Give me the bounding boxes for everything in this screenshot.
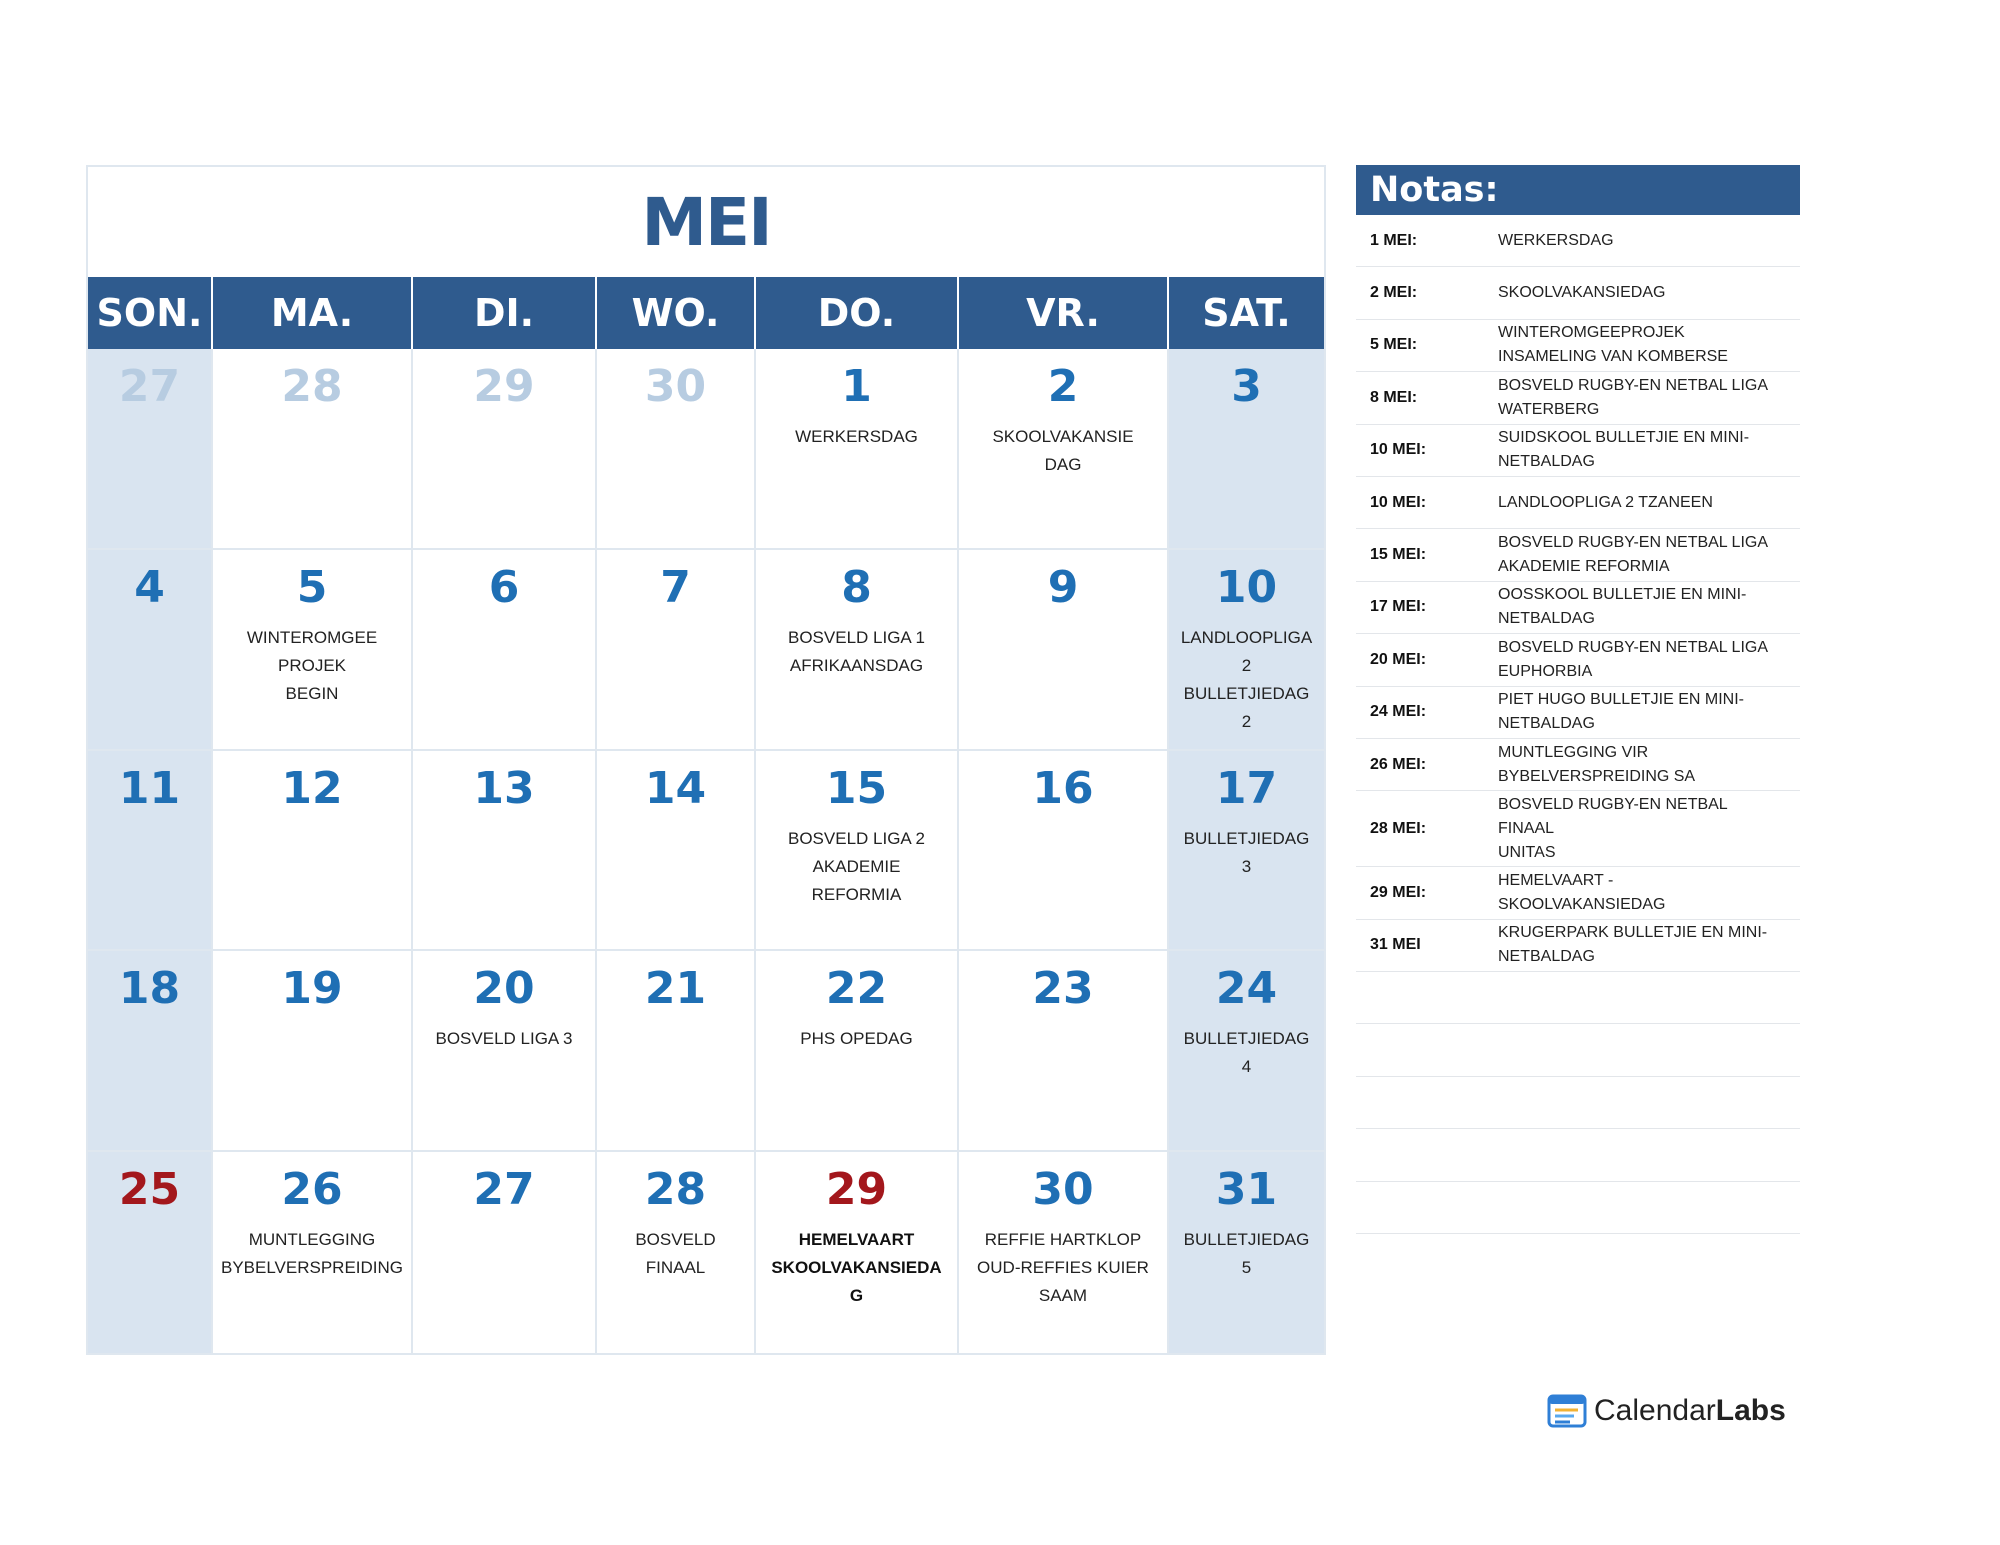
weekday-sunday: SON. — [88, 277, 213, 349]
day-cell[interactable] — [213, 951, 413, 1152]
calendarlabs-logo[interactable] — [1546, 1390, 1786, 1432]
note-date: 31 MEI — [1370, 936, 1421, 954]
note-row — [1356, 425, 1800, 477]
note-date: 2 MEI: — [1370, 284, 1418, 302]
note-date: 28 MEI: — [1370, 819, 1427, 837]
note-row — [1356, 529, 1800, 581]
day-number: 12 — [281, 762, 343, 814]
day-cell[interactable] — [413, 751, 597, 952]
day-number: 26 — [281, 1164, 343, 1216]
day-cell[interactable] — [756, 550, 959, 751]
day-event: WINTEROMGEE PROJEK BEGIN — [246, 627, 378, 703]
day-cell[interactable] — [413, 951, 597, 1152]
note-text: MUNTLEGGING VIR BYBELVERSPREIDING SA — [1498, 743, 1696, 785]
note-row-empty — [1356, 1129, 1800, 1181]
day-cell[interactable] — [756, 349, 959, 550]
day-cell[interactable] — [413, 1152, 597, 1353]
day-cell[interactable] — [959, 349, 1169, 550]
notes-panel — [1356, 165, 1800, 1234]
day-cell[interactable] — [1169, 349, 1324, 550]
note-row — [1356, 867, 1800, 919]
note-text: OOSSKOOL BULLETJIE EN MINI- NETBALDAG — [1498, 586, 1747, 628]
note-text: BOSVELD RUGBY-EN NETBAL LIGA EUPHORBIA — [1498, 638, 1769, 680]
day-cell[interactable] — [597, 550, 756, 751]
note-text: WERKERSDAG — [1498, 231, 1614, 249]
day-number: 28 — [281, 361, 343, 412]
logo-text-part2: Labs — [1715, 1394, 1786, 1427]
note-row — [1356, 687, 1800, 739]
day-event: HEMELVAART SKOOLVAKANSIEDA G — [771, 1230, 942, 1306]
note-text: BOSVELD RUGBY-EN NETBAL LIGA AKADEMIE REFORMIA — [1498, 534, 1769, 576]
day-cell[interactable] — [88, 1152, 213, 1353]
weekday-friday: VR. — [959, 277, 1169, 349]
day-cell[interactable] — [1169, 1152, 1324, 1353]
day-number: 15 — [825, 762, 888, 814]
day-number: 17 — [1215, 762, 1278, 814]
day-number: 2 — [1047, 361, 1079, 412]
note-text: PIET HUGO BULLETJIE EN MINI- NETBALDAG — [1498, 691, 1744, 733]
day-cell[interactable] — [959, 1152, 1169, 1353]
day-number: 27 — [473, 1164, 535, 1216]
day-cell[interactable] — [213, 751, 413, 952]
day-event: PHS OPEDAG — [800, 1029, 913, 1049]
day-number: 25 — [118, 1164, 181, 1216]
day-cell[interactable] — [756, 1152, 959, 1353]
note-text: WINTEROMGEEPROJEK INSAMELING VAN KOMBERSE — [1498, 324, 1728, 366]
note-text: KRUGERPARK BULLETJIE EN MINI- NETBALDAG — [1498, 924, 1768, 966]
day-number: 16 — [1032, 762, 1094, 814]
calendar-week — [88, 550, 1324, 751]
note-row — [1356, 477, 1800, 529]
day-number: 6 — [488, 561, 520, 613]
day-number: 9 — [1047, 561, 1079, 613]
note-row — [1356, 920, 1800, 972]
day-cell[interactable] — [597, 349, 756, 550]
calendar-logo-icon — [1546, 1392, 1590, 1430]
note-row-empty — [1356, 972, 1800, 1024]
note-text: BOSVELD RUGBY-EN NETBAL LIGA WATERBERG — [1498, 376, 1769, 418]
note-date: 17 MEI: — [1370, 598, 1427, 616]
day-number: 5 — [296, 561, 328, 613]
calendar-week — [88, 1152, 1324, 1353]
note-text: SUIDSKOOL BULLETJIE EN MINI- NETBALDAG — [1498, 429, 1750, 471]
weekday-tuesday: DI. — [413, 277, 597, 349]
note-text: BOSVELD RUGBY-EN NETBAL FINAAL UNITAS — [1498, 795, 1728, 861]
logo-text — [1594, 1394, 1786, 1428]
day-cell[interactable] — [88, 751, 213, 952]
day-cell[interactable] — [959, 550, 1169, 751]
note-row — [1356, 582, 1800, 634]
note-date: 24 MEI: — [1370, 703, 1427, 721]
day-cell[interactable] — [597, 751, 756, 952]
day-event: MUNTLEGGING BYBELVERSPREIDING — [220, 1230, 404, 1278]
weekday-monday: MA. — [213, 277, 413, 349]
calendar — [86, 165, 1326, 1355]
day-number: 13 — [473, 762, 535, 814]
day-event: BOSVELD FINAAL — [635, 1230, 716, 1278]
day-number: 22 — [825, 963, 888, 1015]
day-event: BOSVELD LIGA 2 AKADEMIE REFORMIA — [787, 828, 925, 904]
day-number: 27 — [118, 361, 181, 412]
day-event: BOSVELD LIGA 1 AFRIKAANSDAG — [787, 627, 925, 675]
day-number: 24 — [1215, 963, 1278, 1015]
day-number: 7 — [660, 561, 691, 613]
calendar-week — [88, 751, 1324, 952]
note-row — [1356, 739, 1800, 791]
day-number: 29 — [473, 361, 535, 412]
day-cell[interactable] — [959, 951, 1169, 1152]
note-text: LANDLOOPLIGA 2 TZANEEN — [1498, 493, 1713, 511]
logo-text-part1: Calendar — [1594, 1394, 1716, 1427]
note-date: 8 MEI: — [1370, 388, 1418, 406]
day-number: 11 — [118, 762, 181, 814]
note-row — [1356, 791, 1800, 867]
calendar-grid — [88, 349, 1324, 1353]
note-text: HEMELVAART - SKOOLVAKANSIEDAG — [1498, 871, 1666, 913]
day-number: 30 — [644, 361, 707, 412]
day-cell[interactable] — [413, 349, 597, 550]
day-number: 28 — [644, 1164, 707, 1216]
note-row — [1356, 215, 1800, 267]
day-cell[interactable] — [1169, 951, 1324, 1152]
note-date: 20 MEI: — [1370, 650, 1427, 668]
note-date: 5 MEI: — [1370, 336, 1418, 354]
day-cell[interactable] — [1169, 550, 1324, 751]
day-number: 30 — [1032, 1164, 1094, 1216]
calendar-week — [88, 951, 1324, 1152]
note-date: 10 MEI: — [1370, 441, 1427, 459]
note-date: 29 MEI: — [1370, 883, 1427, 901]
day-event: SKOOLVAKANSIE DAG — [992, 427, 1134, 474]
day-number: 20 — [473, 963, 535, 1015]
day-event: WERKERSDAG — [795, 427, 918, 446]
weekday-thursday: DO. — [756, 277, 959, 349]
day-number: 4 — [134, 561, 165, 613]
note-row — [1356, 634, 1800, 686]
note-date: 10 MEI: — [1370, 493, 1427, 511]
note-row-empty — [1356, 1182, 1800, 1234]
day-cell[interactable] — [756, 751, 959, 952]
note-date: 26 MEI: — [1370, 755, 1427, 773]
note-row-empty — [1356, 1024, 1800, 1076]
day-number: 8 — [841, 561, 872, 613]
day-cell[interactable] — [88, 951, 213, 1152]
day-cell[interactable] — [756, 951, 959, 1152]
note-date: 1 MEI: — [1370, 231, 1418, 249]
note-row — [1356, 267, 1800, 319]
day-event: LANDLOOPLIGA 2 BULLETJIEDAG 2 — [1180, 627, 1313, 731]
weekday-wednesday: WO. — [597, 277, 756, 349]
note-text: SKOOLVAKANSIEDAG — [1498, 284, 1666, 302]
day-cell[interactable] — [597, 951, 756, 1152]
day-event: REFFIE HARTKLOP OUD-REFFIES KUIER SAAM — [977, 1230, 1149, 1306]
weekday-header-row — [88, 277, 1324, 349]
day-event: BOSVELD LIGA 3 — [435, 1029, 573, 1049]
month-title: MEI — [641, 183, 771, 261]
day-number: 14 — [644, 762, 707, 814]
day-cell[interactable] — [88, 349, 213, 550]
day-number: 3 — [1231, 361, 1262, 412]
day-cell[interactable] — [213, 349, 413, 550]
note-date: 15 MEI: — [1370, 546, 1427, 564]
day-number: 1 — [841, 361, 872, 412]
calendar-week — [88, 349, 1324, 550]
day-cell[interactable] — [1169, 751, 1324, 952]
day-event: BULLETJIEDAG 5 — [1183, 1230, 1310, 1278]
day-cell[interactable] — [213, 550, 413, 751]
day-number: 21 — [644, 963, 707, 1015]
note-row — [1356, 320, 1800, 372]
note-row-empty — [1356, 1077, 1800, 1129]
day-number: 10 — [1215, 561, 1278, 613]
day-number: 31 — [1215, 1164, 1278, 1216]
day-cell[interactable] — [413, 550, 597, 751]
day-event: BULLETJIEDAG 3 — [1183, 828, 1310, 876]
day-cell[interactable] — [597, 1152, 756, 1353]
day-cell[interactable] — [88, 550, 213, 751]
day-number: 23 — [1032, 963, 1094, 1015]
day-number: 18 — [118, 963, 181, 1015]
note-row — [1356, 372, 1800, 424]
notes-title: Notas: — [1356, 165, 1800, 215]
day-cell[interactable] — [959, 751, 1169, 952]
day-number: 29 — [825, 1164, 888, 1216]
day-event: BULLETJIEDAG 4 — [1183, 1029, 1310, 1077]
weekday-saturday: SAT. — [1202, 291, 1291, 335]
day-cell[interactable] — [213, 1152, 413, 1353]
day-number: 19 — [281, 963, 343, 1015]
